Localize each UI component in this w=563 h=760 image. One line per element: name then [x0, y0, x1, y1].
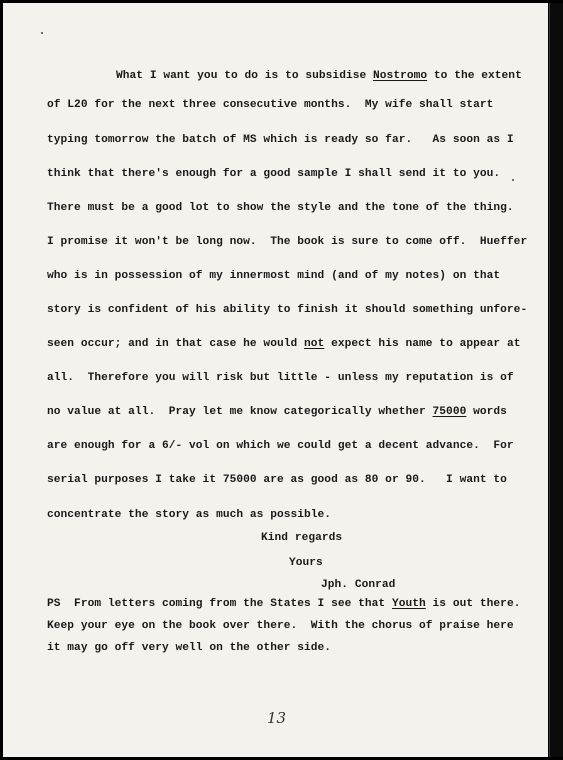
- text-run: who is in possession of my innermost mind (and of my notes) on that: [47, 270, 501, 282]
- text-run: all. Therefore you will risk but little - unless my reputation is of: [47, 372, 514, 384]
- letter-line: [47, 405, 507, 419]
- text-run: story is confident of his ability to finish it should something unfore-: [47, 304, 528, 316]
- letter-line: [116, 69, 522, 83]
- letter-line: [47, 133, 514, 147]
- scan-border: [549, 3, 563, 757]
- letter-line: [47, 269, 500, 283]
- letter-line: [47, 337, 520, 351]
- text-run: of L20 for the next three consecutive months. My wife shall start: [47, 99, 494, 111]
- letter-line: [47, 201, 514, 215]
- text-run: words: [466, 406, 507, 418]
- document-page: [3, 3, 548, 757]
- letter-line: [47, 303, 527, 317]
- text-run: typing tomorrow the batch of MS which is ready so far. As soon as I: [47, 134, 514, 146]
- text-run: to the extent: [427, 70, 522, 82]
- text-run: Keep your eye on the book over there. With the chorus of praise here: [47, 620, 514, 632]
- text-run: concentrate the story as much as possible.: [47, 509, 332, 521]
- text-run: no value at all. Pray let me know categorically whether: [47, 406, 433, 418]
- letter-line: [47, 508, 331, 522]
- text-run: expect his name to appear at: [324, 338, 521, 350]
- text-run: are enough for a 6/- vol on which we could get a decent advance. For: [47, 440, 514, 452]
- postscript-line: [47, 597, 520, 611]
- closing-regards: Kind regards: [261, 532, 343, 544]
- letter-line: [47, 439, 514, 453]
- letter-line: [47, 473, 507, 487]
- text-run: PS From letters coming from the States I see that: [47, 598, 392, 610]
- text-run: it may go off very well on the other side.: [47, 642, 332, 654]
- letter-line: [47, 371, 514, 385]
- text-run: There must be a good lot to show the style and the tone of the thing.: [47, 202, 514, 214]
- postscript-line: [47, 619, 514, 633]
- letter-line: [47, 167, 500, 181]
- underlined-word: 75000: [432, 406, 467, 418]
- postscript-line: [47, 641, 331, 655]
- text-run: think that there's enough for a good sample I shall send it to you.: [47, 168, 501, 180]
- page-number: 13: [267, 709, 287, 727]
- letter-line: [47, 98, 493, 112]
- text-run: is out there.: [425, 598, 521, 610]
- scan-speck: [512, 179, 514, 181]
- text-run: serial purposes I take it 75000 are as good as 80 or 90. I want to: [47, 474, 507, 486]
- text-run: What I want you to do is to subsidise: [116, 70, 374, 82]
- underlined-word: not: [304, 338, 325, 350]
- scan-speck: [41, 32, 43, 34]
- letter-line: [47, 235, 527, 249]
- text-run: I promise it won't be long now. The book is sure to come off. Hueffer: [47, 236, 528, 248]
- underlined-word: Youth: [391, 598, 426, 610]
- closing-yours: Yours: [289, 557, 323, 569]
- signature: Jph. Conrad: [321, 579, 396, 591]
- underlined-word: Nostromo: [373, 70, 428, 82]
- text-run: seen occur; and in that case he would: [47, 338, 305, 350]
